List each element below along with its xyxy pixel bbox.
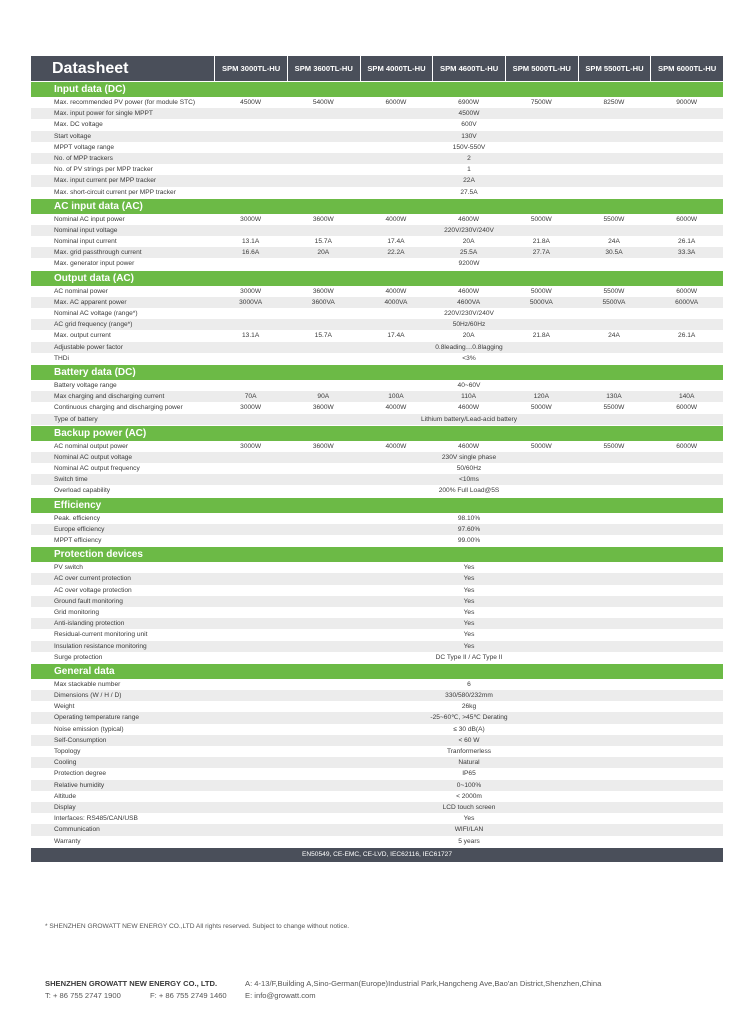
spec-value: 5000W <box>530 442 552 450</box>
spec-value: 24A <box>608 332 620 340</box>
spec-label: Type of battery <box>54 415 98 423</box>
spec-value: 6000W <box>385 99 407 106</box>
spec-value-shared: Yes <box>463 815 475 823</box>
spec-value-shared: Tranformerless <box>446 748 492 755</box>
spec-value-shared: 130V <box>461 132 477 140</box>
spec-value-shared: 97.60% <box>457 525 481 533</box>
spec-value: 100A <box>388 393 404 401</box>
spec-value: 25.5A <box>460 249 478 257</box>
table-header <box>31 56 723 81</box>
spec-value-shared: 4500W <box>458 110 480 118</box>
spec-row <box>31 573 723 584</box>
spec-row <box>31 618 723 629</box>
spec-row <box>31 441 723 452</box>
spec-label: Overload capability <box>54 487 111 495</box>
spec-value: 140A <box>678 393 695 401</box>
spec-value: 4000W <box>385 442 407 450</box>
spec-value: 20A <box>317 249 330 257</box>
spec-value-shared: < 60 W <box>458 736 480 744</box>
spec-label: Europe efficiency <box>54 525 105 533</box>
spec-value: 90A <box>317 393 330 401</box>
spec-value-shared: Yes <box>463 586 475 594</box>
section-header: Protection devices <box>31 547 723 562</box>
spec-label: Interfaces: RS485/CAN/USB <box>54 815 138 823</box>
spec-row <box>31 524 723 535</box>
spec-label: Warranty <box>54 837 81 845</box>
section-header: General data <box>31 664 723 679</box>
spec-value: 130A <box>606 393 622 401</box>
spec-value: 3600VA <box>311 298 335 306</box>
spec-label: Continuous charging and discharging power <box>54 404 183 412</box>
spec-value: 5000VA <box>529 298 553 306</box>
spec-value: 5500W <box>603 215 625 223</box>
spec-value-shared: 6 <box>467 680 471 688</box>
spec-row <box>31 319 723 330</box>
spec-value: 5000W <box>530 404 552 412</box>
spec-row <box>31 97 723 108</box>
spec-value-shared: 220V/230V/240V <box>444 310 494 317</box>
spec-row <box>31 330 723 341</box>
spec-row <box>31 175 723 186</box>
spec-value: 21.8A <box>532 238 550 246</box>
spec-row <box>31 463 723 474</box>
spec-value-shared: 9200W <box>458 260 480 268</box>
spec-value-shared: 98.10% <box>457 514 481 522</box>
section-header: Battery data (DC) <box>31 365 723 380</box>
spec-row <box>31 452 723 463</box>
spec-value-shared: <3% <box>462 354 476 362</box>
spec-value-shared: Yes <box>463 597 475 605</box>
spec-value-shared: -25~60℃, >45℃ Derating <box>430 714 508 722</box>
spec-row <box>31 308 723 319</box>
spec-row <box>31 214 723 225</box>
spec-label: Max. generator input power <box>54 260 135 268</box>
spec-label: Max. input current per MPP tracker <box>54 177 157 185</box>
spec-label: Topology <box>54 748 81 755</box>
spec-value: 120A <box>533 393 549 401</box>
spec-value-shared: IP65 <box>462 770 476 778</box>
spec-value-shared: 2 <box>467 154 471 162</box>
section-header: AC input data (AC) <box>31 199 723 214</box>
spec-row <box>31 187 723 198</box>
spec-label: Dimensions (W / H / D) <box>54 692 122 700</box>
spec-label: THDi <box>54 354 70 362</box>
spec-label: Cooling <box>54 759 77 767</box>
spec-label: Max. grid passthrough current <box>54 249 142 257</box>
spec-label: Residual-current monitoring unit <box>54 631 148 639</box>
spec-label: AC over current protection <box>54 575 131 583</box>
spec-label: Nominal AC output voltage <box>54 453 133 461</box>
spec-row <box>31 142 723 153</box>
spec-row <box>31 131 723 142</box>
spec-row <box>31 485 723 496</box>
spec-value-shared: Yes <box>463 631 475 639</box>
spec-value: 4600W <box>458 442 480 450</box>
spec-value: 70A <box>244 393 257 401</box>
spec-row <box>31 746 723 757</box>
spec-label: AC nominal output power <box>54 442 129 450</box>
spec-label: Noise emission (typical) <box>54 725 124 733</box>
spec-label: Ground fault monitoring <box>54 597 123 605</box>
spec-row <box>31 607 723 618</box>
spec-label: Nominal AC output frequency <box>54 465 140 473</box>
spec-value: 6000VA <box>675 298 699 306</box>
spec-value-shared: LCD touch screen <box>442 803 496 811</box>
spec-value: 15.7A <box>314 332 332 340</box>
spec-value: 3000W <box>240 287 262 295</box>
spec-value-shared: ≤ 30 dB(A) <box>453 725 485 733</box>
spec-value-shared: 600V <box>461 121 477 129</box>
spec-value: 20A <box>462 332 475 340</box>
spec-label: Weight <box>54 703 75 711</box>
model-header: SPM 3000TL-HU <box>215 56 287 81</box>
datasheet-title: Datasheet <box>31 56 214 81</box>
spec-value-shared: DC Type II / AC Type II <box>435 653 503 661</box>
spec-value: 4600W <box>458 404 480 412</box>
spec-value: 13.1A <box>242 332 260 340</box>
spec-row <box>31 757 723 768</box>
spec-value: 33.3A <box>678 249 696 257</box>
spec-value: 3000W <box>240 442 262 450</box>
spec-row <box>31 824 723 835</box>
spec-value: 5500VA <box>602 298 626 306</box>
spec-value: 26.1A <box>678 332 696 340</box>
spec-value-shared: Yes <box>463 620 475 628</box>
spec-row <box>31 724 723 735</box>
spec-value-shared: Natural <box>458 759 480 767</box>
spec-sections <box>31 82 723 847</box>
spec-row <box>31 836 723 847</box>
spec-value: 22.2A <box>387 249 405 257</box>
section-header: Efficiency <box>31 498 723 513</box>
spec-label: Surge protection <box>54 653 103 661</box>
spec-value: 5400W <box>312 99 334 106</box>
spec-value: 6900W <box>458 99 480 106</box>
spec-value: 7500W <box>530 99 552 106</box>
spec-row <box>31 596 723 607</box>
spec-value-shared: Lithium battery/Lead-acid battery <box>420 415 518 423</box>
section-header: Backup power (AC) <box>31 426 723 441</box>
spec-value: 30.5A <box>605 249 623 257</box>
spec-label: Peak. efficiency <box>54 514 101 522</box>
spec-row <box>31 153 723 164</box>
spec-row <box>31 813 723 824</box>
spec-row <box>31 802 723 813</box>
model-header: SPM 5500TL-HU <box>579 56 651 81</box>
spec-value: 5500W <box>603 287 625 295</box>
model-header: SPM 4000TL-HU <box>361 56 433 81</box>
spec-row <box>31 679 723 690</box>
spec-value: 5000W <box>530 287 552 295</box>
spec-value-shared: < 2000m <box>456 792 482 800</box>
spec-value: 6000W <box>676 215 698 223</box>
spec-value: 5000W <box>530 215 552 223</box>
spec-value: 27.7A <box>532 249 550 257</box>
spec-value-shared: Yes <box>463 642 475 650</box>
spec-label: Display <box>54 803 76 811</box>
spec-label: Max. recommended PV power (for module STC) <box>54 99 196 106</box>
spec-row <box>31 119 723 130</box>
spec-value: 26.1A <box>678 238 696 246</box>
spec-value-shared: 330/580/232mm <box>445 692 493 700</box>
spec-label: Communication <box>54 826 100 834</box>
spec-value: 3600W <box>312 404 334 412</box>
spec-value: 4000VA <box>384 298 408 306</box>
company-phone: T: + 86 755 2747 1900 <box>45 991 121 1000</box>
spec-value: 17.4A <box>387 332 405 340</box>
spec-value: 6000W <box>676 442 698 450</box>
spec-value: 16.6A <box>242 249 260 257</box>
spec-row <box>31 652 723 663</box>
spec-label: Max. DC voltage <box>54 121 103 129</box>
spec-row <box>31 164 723 175</box>
spec-label: Adjustable power factor <box>54 343 123 351</box>
spec-value-shared: 50Hz/60Hz <box>452 321 486 329</box>
spec-value: 6000W <box>676 404 698 412</box>
spec-value: 3600W <box>312 442 334 450</box>
spec-label: Operating temperature range <box>54 714 140 722</box>
spec-label: AC grid frequency (range*) <box>54 321 133 329</box>
spec-value-shared: 22A <box>463 177 475 185</box>
spec-label: Max charging and discharging current <box>54 393 165 401</box>
spec-value: 4000W <box>385 287 407 295</box>
model-header: SPM 5000TL-HU <box>506 56 578 81</box>
spec-value: 15.7A <box>314 238 332 246</box>
spec-value: 3000VA <box>239 298 263 306</box>
spec-value: 13.1A <box>242 238 260 246</box>
spec-value: 8250W <box>603 99 625 106</box>
spec-value: 5500W <box>603 404 625 412</box>
spec-label: Max stackable number <box>54 680 121 688</box>
datasheet-table <box>31 56 723 862</box>
spec-value: 3600W <box>312 287 334 295</box>
spec-label: Grid monitoring <box>54 608 100 616</box>
spec-row <box>31 780 723 791</box>
spec-label: Start voltage <box>54 132 92 140</box>
spec-value: 24A <box>608 238 620 246</box>
spec-label: Max. output current <box>54 332 111 340</box>
spec-row <box>31 225 723 236</box>
spec-value: 17.4A <box>387 238 405 246</box>
certifications-bar: EN50549, CE-EMC, CE-LVD, IEC62116, IEC61727 <box>31 848 723 862</box>
model-header: SPM 4600TL-HU <box>433 56 505 81</box>
spec-label: Nominal AC input power <box>54 215 125 223</box>
section-header: Input data (DC) <box>31 82 723 97</box>
spec-label: MPPT voltage range <box>54 143 114 151</box>
spec-label: Battery voltage range <box>54 381 117 389</box>
spec-row <box>31 735 723 746</box>
spec-value: 6000W <box>676 287 698 295</box>
spec-value-shared: Yes <box>463 608 475 616</box>
spec-value: 3000W <box>240 404 262 412</box>
spec-label: AC nominal power <box>54 287 108 295</box>
spec-value-shared: Yes <box>463 564 475 572</box>
spec-row <box>31 474 723 485</box>
spec-value-shared: <10ms <box>459 476 479 484</box>
spec-label: Nominal AC voltage (range*) <box>54 310 138 317</box>
spec-label: Self-Consumption <box>54 736 107 744</box>
model-header: SPM 6000TL-HU <box>651 56 723 81</box>
spec-row <box>31 629 723 640</box>
spec-row <box>31 513 723 524</box>
spec-row <box>31 562 723 573</box>
spec-row <box>31 402 723 413</box>
spec-row <box>31 342 723 353</box>
spec-label: MPPT efficiency <box>54 537 102 544</box>
company-email: E: info@growatt.com <box>245 991 316 1000</box>
spec-value-shared: 0~100% <box>456 781 482 789</box>
spec-label: Max. AC apparent power <box>54 298 127 306</box>
spec-row <box>31 286 723 297</box>
spec-value-shared: 0.8leading…0.8lagging <box>435 343 503 351</box>
model-header: SPM 3600TL-HU <box>288 56 360 81</box>
spec-row <box>31 585 723 596</box>
spec-row <box>31 258 723 269</box>
spec-label: Max. input power for single MPPT <box>54 110 153 118</box>
spec-row <box>31 108 723 119</box>
spec-label: Nominal input voltage <box>54 226 118 234</box>
spec-value-shared: 99.00% <box>457 537 481 544</box>
spec-value: 4500W <box>240 99 262 106</box>
spec-label: Nominal input current <box>54 238 117 246</box>
spec-row <box>31 247 723 258</box>
section-header: Output data (AC) <box>31 271 723 286</box>
spec-row <box>31 701 723 712</box>
spec-value: 4000W <box>385 215 407 223</box>
spec-value-shared: 27.5A <box>460 188 478 196</box>
spec-value: 3600W <box>312 215 334 223</box>
spec-label: Max. short-circuit current per MPP tracker <box>54 188 176 196</box>
spec-value: 3000W <box>240 215 262 223</box>
spec-row <box>31 380 723 391</box>
spec-label: Altitude <box>54 792 76 800</box>
spec-value: 4000W <box>385 404 407 412</box>
spec-label: Protection degree <box>54 770 107 778</box>
spec-label: No. of PV strings per MPP tracker <box>54 166 153 174</box>
spec-value: 9000W <box>676 99 698 106</box>
spec-value-shared: 150V-550V <box>452 143 486 151</box>
spec-row <box>31 768 723 779</box>
spec-row <box>31 236 723 247</box>
spec-value-shared: 5 years <box>458 837 480 845</box>
spec-value-shared: WIFI/LAN <box>454 826 484 834</box>
spec-label: PV switch <box>54 564 83 572</box>
spec-value: 20A <box>462 238 475 246</box>
spec-row <box>31 414 723 425</box>
spec-value-shared: 26kg <box>461 703 477 711</box>
copyright-note: * SHENZHEN GROWATT NEW ENERGY CO.,LTD All rights reserved. Subject to change without notice. <box>45 923 350 930</box>
spec-label: Insulation resistance monitoring <box>54 642 147 650</box>
spec-value-shared: 50/60Hz <box>456 465 482 473</box>
spec-row <box>31 791 723 802</box>
spec-value-shared: 200% Full Load@5S <box>438 487 500 495</box>
spec-label: AC over voltage protection <box>54 586 132 594</box>
spec-row <box>31 353 723 364</box>
spec-row <box>31 391 723 402</box>
spec-label: Relative humidity <box>54 781 105 789</box>
spec-label: No. of MPP trackers <box>54 154 113 162</box>
company-address: A: 4-13/F,Building A,Sino-German(Europe)Industrial Park,Hangcheng Ave,Bao'an District,Shenzhen,China <box>245 979 602 988</box>
spec-row <box>31 712 723 723</box>
spec-value: 5500W <box>603 442 625 450</box>
spec-value-shared: 230V single phase <box>441 453 497 461</box>
spec-row <box>31 690 723 701</box>
company-name: SHENZHEN GROWATT NEW ENERGY CO., LTD. <box>45 979 218 988</box>
spec-value: 21.8A <box>532 332 550 340</box>
spec-label: Anti-islanding protection <box>54 620 125 628</box>
company-fax: F: + 86 755 2749 1460 <box>150 991 227 1000</box>
spec-value-shared: 40~60V <box>457 381 481 389</box>
spec-value: 4600W <box>458 215 480 223</box>
spec-value-shared: Yes <box>463 575 475 583</box>
spec-row <box>31 535 723 546</box>
spec-row <box>31 641 723 652</box>
spec-row <box>31 297 723 308</box>
spec-label: Switch time <box>54 476 88 484</box>
spec-value: 110A <box>461 393 477 401</box>
spec-value-shared: 1 <box>467 166 471 174</box>
spec-value: 4600VA <box>457 298 481 306</box>
company-info <box>45 978 601 1002</box>
spec-value: 4600W <box>458 287 480 295</box>
spec-value-shared: 220V/230V/240V <box>444 226 494 234</box>
